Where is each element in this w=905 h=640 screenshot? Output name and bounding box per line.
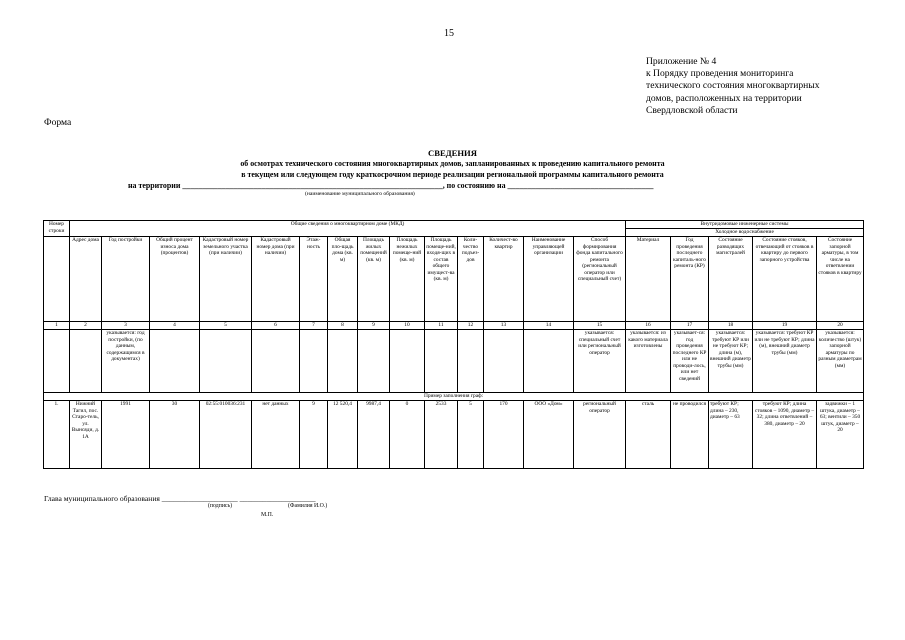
- instruction-cell: [70, 330, 102, 393]
- instruction-build-year: указывается: год постройки, (по данным, содержащимся в документах): [102, 330, 150, 393]
- column-number: 18: [709, 322, 753, 330]
- appendix-line: технического состояния многоквартирных: [646, 80, 820, 92]
- example-cell: 2533: [425, 401, 458, 469]
- header-management-org: Наименование управляющей организации: [524, 237, 574, 322]
- header-mains-state: Состояние разводящих магистралей: [709, 237, 753, 322]
- example-cell: 5: [458, 401, 484, 469]
- signature-line: Глава муниципального образования ____________________ ____________________: [44, 494, 316, 503]
- instruction-cell: [150, 330, 200, 393]
- column-number: 7: [300, 322, 328, 330]
- document-title: СВЕДЕНИЯ: [428, 148, 477, 158]
- header-cold-water: Холодное водоснабжение: [626, 229, 864, 237]
- example-label: Пример заполнения граф:: [44, 393, 864, 401]
- header-land-cadastral: Кадастровый номер земельного участка (при наличии): [200, 237, 252, 322]
- header-house-cadastral: Кадастровый номер дома (при наличии): [252, 237, 300, 322]
- header-fund-method: Способ формирования фонда капитального ремонта (региональный оператор или специальный счет): [574, 237, 626, 322]
- example-cell: требуют КР; длина стояков – 1090, диаметр – 32; длина ответвлений – 380, диаметр – 20: [753, 401, 817, 469]
- instruction-row: [44, 330, 864, 393]
- surname-note: (Фамилия И.О.): [288, 503, 328, 509]
- column-number: 20: [817, 322, 864, 330]
- page-number: 15: [444, 28, 454, 39]
- column-number: 3: [102, 322, 150, 330]
- instruction-cell: [425, 330, 458, 393]
- example-cell: 12 520,4: [328, 401, 358, 469]
- column-number: 15: [574, 322, 626, 330]
- example-cell: требуют КР; длина – 230, диаметр – 63: [709, 401, 753, 469]
- instruction-cell: [200, 330, 252, 393]
- column-number: 8: [328, 322, 358, 330]
- column-number: 4: [150, 322, 200, 330]
- instruction-fund-method: указывается: специальный счет или региональный оператор: [574, 330, 626, 393]
- example-cell: 1991: [102, 401, 150, 469]
- instruction-cell: [300, 330, 328, 393]
- column-number-row: [44, 322, 864, 330]
- header-cell: [44, 237, 70, 322]
- example-cell: 9: [300, 401, 328, 469]
- instruction-material: указывается: из какого материала изготовлены: [626, 330, 671, 393]
- column-number: 5: [200, 322, 252, 330]
- header-floors: Этаж-ность: [300, 237, 328, 322]
- column-number: 6: [252, 322, 300, 330]
- example-cell: 02:55:010036:231: [200, 401, 252, 469]
- column-number: 9: [358, 322, 390, 330]
- column-number: 11: [425, 322, 458, 330]
- header-total-area: Общая пло-щадь дома (кв. м): [328, 237, 358, 322]
- header-living-area: Площадь жилых помещений (кв. м): [358, 237, 390, 322]
- example-cell: Нижний Тагил, пос. Старо-тель, ул. Вынсяди, д. 1А: [70, 401, 102, 469]
- example-cell: региональный оператор: [574, 401, 626, 469]
- header-nonliving-area: Площадь нежилых помеще-ний (кв. м): [390, 237, 425, 322]
- header-risers-state: Состояние стояков, отвечающий от стояков в квартиру до первого запорного устройства: [753, 237, 817, 322]
- header-entrances: Коли-чество подъез-дов: [458, 237, 484, 322]
- instruction-cell: [458, 330, 484, 393]
- appendix-line: Приложение № 4: [646, 56, 717, 67]
- appendix-header: [646, 56, 820, 117]
- column-number: 14: [524, 322, 574, 330]
- instruction-valves: указывается: количество (штук) запорной арматуры по разным диаметрам (мм): [817, 330, 864, 393]
- appendix-line: домов, расположенных на территории: [646, 92, 802, 104]
- stamp-place: М.П.: [261, 512, 274, 518]
- example-cell: сталь: [626, 401, 671, 469]
- header-last-repair: Год проведения последнего капиталь-ного ремонта (КР): [671, 237, 709, 322]
- column-number: 19: [753, 322, 817, 330]
- example-cell: 170: [484, 401, 524, 469]
- instruction-cell: [252, 330, 300, 393]
- appendix-line: Свердловской области: [646, 104, 738, 116]
- column-number: 10: [390, 322, 425, 330]
- instruction-mains: указывается: требуют КР или не требуют КР; длина (м), внешний диаметр трубы (мм): [709, 330, 753, 393]
- header-wear-percent: Общий процент износа дома (процентов): [150, 237, 200, 322]
- header-row-number: Номер строки: [44, 221, 70, 237]
- territory-note: (наименование муниципального образования): [305, 191, 415, 197]
- column-number: 1: [44, 322, 70, 330]
- column-number: 13: [484, 322, 524, 330]
- column-number: 12: [458, 322, 484, 330]
- instruction-cell: [390, 330, 425, 393]
- example-cell: 0: [390, 401, 425, 469]
- column-number: 16: [626, 322, 671, 330]
- header-apartments: Количест-во квартир: [484, 237, 524, 322]
- instruction-cell: [44, 330, 70, 393]
- example-cell: ООО «Дом»: [524, 401, 574, 469]
- header-general-info: Общие сведения о многоквартирном доме (МКД): [70, 221, 626, 237]
- column-number: 17: [671, 322, 709, 330]
- instruction-cell: [328, 330, 358, 393]
- header-address: Адрес дома: [70, 237, 102, 322]
- column-number: 2: [70, 322, 102, 330]
- instruction-last-repair: указывает-ся: год проведения последнего КР или не проводи-лось, или нет сведений: [671, 330, 709, 393]
- header-engineering-systems: Внутридомовые инженерные системы: [626, 221, 864, 229]
- example-cell: 1.: [44, 401, 70, 469]
- example-cell: нет данных: [252, 401, 300, 469]
- header-build-year: Год постройки: [102, 237, 150, 322]
- inspection-table: [43, 220, 864, 469]
- example-cell: 9987,4: [358, 401, 390, 469]
- form-label: Форма: [44, 117, 72, 128]
- header-common-area: Площадь помеще-ний, входя-щих в состав общего имущест-ва (кв. м): [425, 237, 458, 322]
- instruction-risers: указывается: требуют КР или не требуют КР; длина (м), внешний диаметр трубы (мм): [753, 330, 817, 393]
- example-row: [44, 401, 864, 469]
- instruction-cell: [524, 330, 574, 393]
- document-subtitle: об осмотрах технического состояния многоквартирных домов, запланированных к проведению капитального ремонта: [240, 159, 665, 168]
- document-subtitle: в текущем или следующем году краткосрочном периоде реализации региональной программы капитального ремонта: [241, 170, 664, 179]
- example-cell: не проводился: [671, 401, 709, 469]
- appendix-line: к Порядку проведения мониторинга: [646, 68, 794, 80]
- signature-note: (подпись): [208, 503, 233, 509]
- header-valves-state: Состояние запорной арматуры, в том числе на ответвлении стояков в квартиру: [817, 237, 864, 322]
- instruction-cell: [358, 330, 390, 393]
- example-cell: задвижки – 1 штука, диаметр – 63; вентили – 350 штук, диаметр – 20: [817, 401, 864, 469]
- territory-line: на территории __________________________________________________________________, по состоянию на _____________________________________: [128, 181, 654, 190]
- instruction-cell: [484, 330, 524, 393]
- header-material: Материал: [626, 237, 671, 322]
- example-cell: 30: [150, 401, 200, 469]
